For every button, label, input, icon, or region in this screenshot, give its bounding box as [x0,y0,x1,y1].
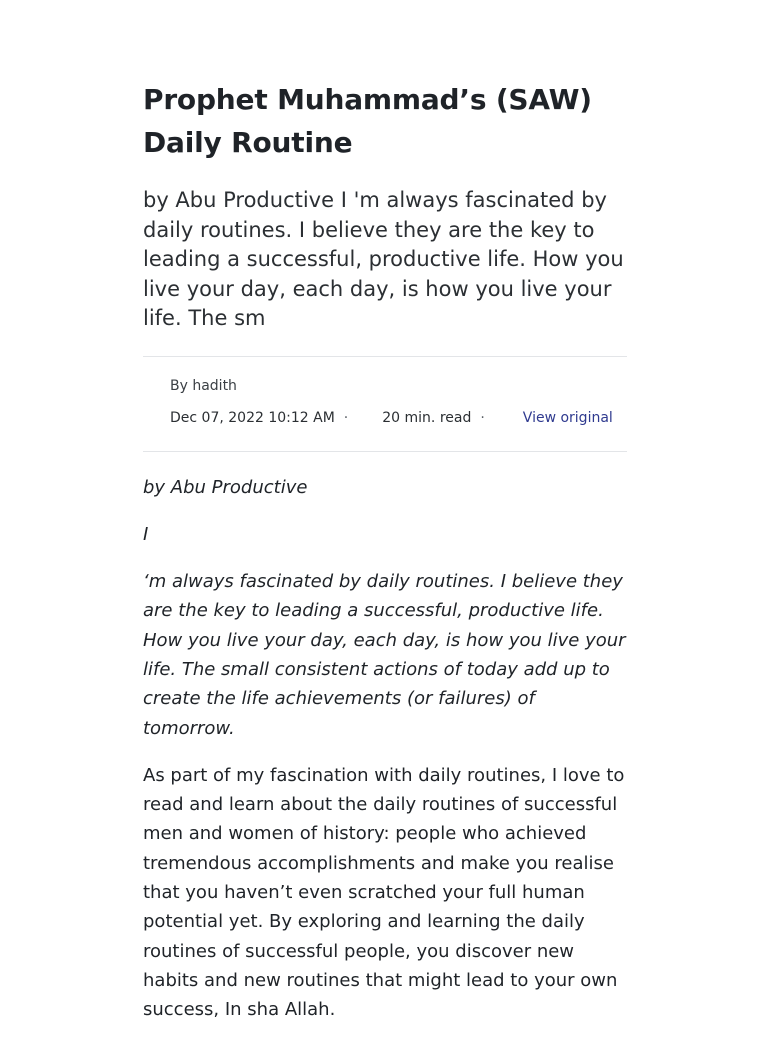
body-paragraph: As part of my fascination with daily routines, I love to read and learn about the daily routines of successful men and women of history: people who achieved tremendous accomplishments and make you realise that you haven’t even scratched your full human potential yet. By exploring and learning the daily routines of successful people, you discover new habits and new routines that might lead to your own success, In sha Allah. [143,764,625,1021]
author-label: By hadith [170,377,237,394]
read-time: 20 min. read [382,409,472,426]
view-original-link[interactable]: View original [522,409,613,426]
publish-date: Dec 07, 2022 10:12 AM [170,409,335,426]
article-title: Prophet Muhammad’s (SAW) Daily Routine [143,83,592,159]
meta-separator: · [343,409,349,426]
body-byline: by Abu Productive [143,476,308,498]
meta-row [170,408,627,428]
body-intro-paragraph: ‘m always fascinated by daily routines. I believe they are the key to leading a successful, productive life. How you live your day, each day, is how you live your life. The small consistent actions of today add up to create the life achievements (or failures) of tomorrow. [143,571,626,739]
meta-separator: · [480,409,485,426]
body-drop-letter: I [143,523,149,545]
article-summary: by Abu Productive I 'm always fascinated by daily routines. I believe they are the key to leading a successful, productive life. How you live your day, each day, is how you live your life. The sm [143,188,624,330]
article-body [143,473,627,1025]
article [143,78,627,1043]
article-meta [143,356,627,452]
